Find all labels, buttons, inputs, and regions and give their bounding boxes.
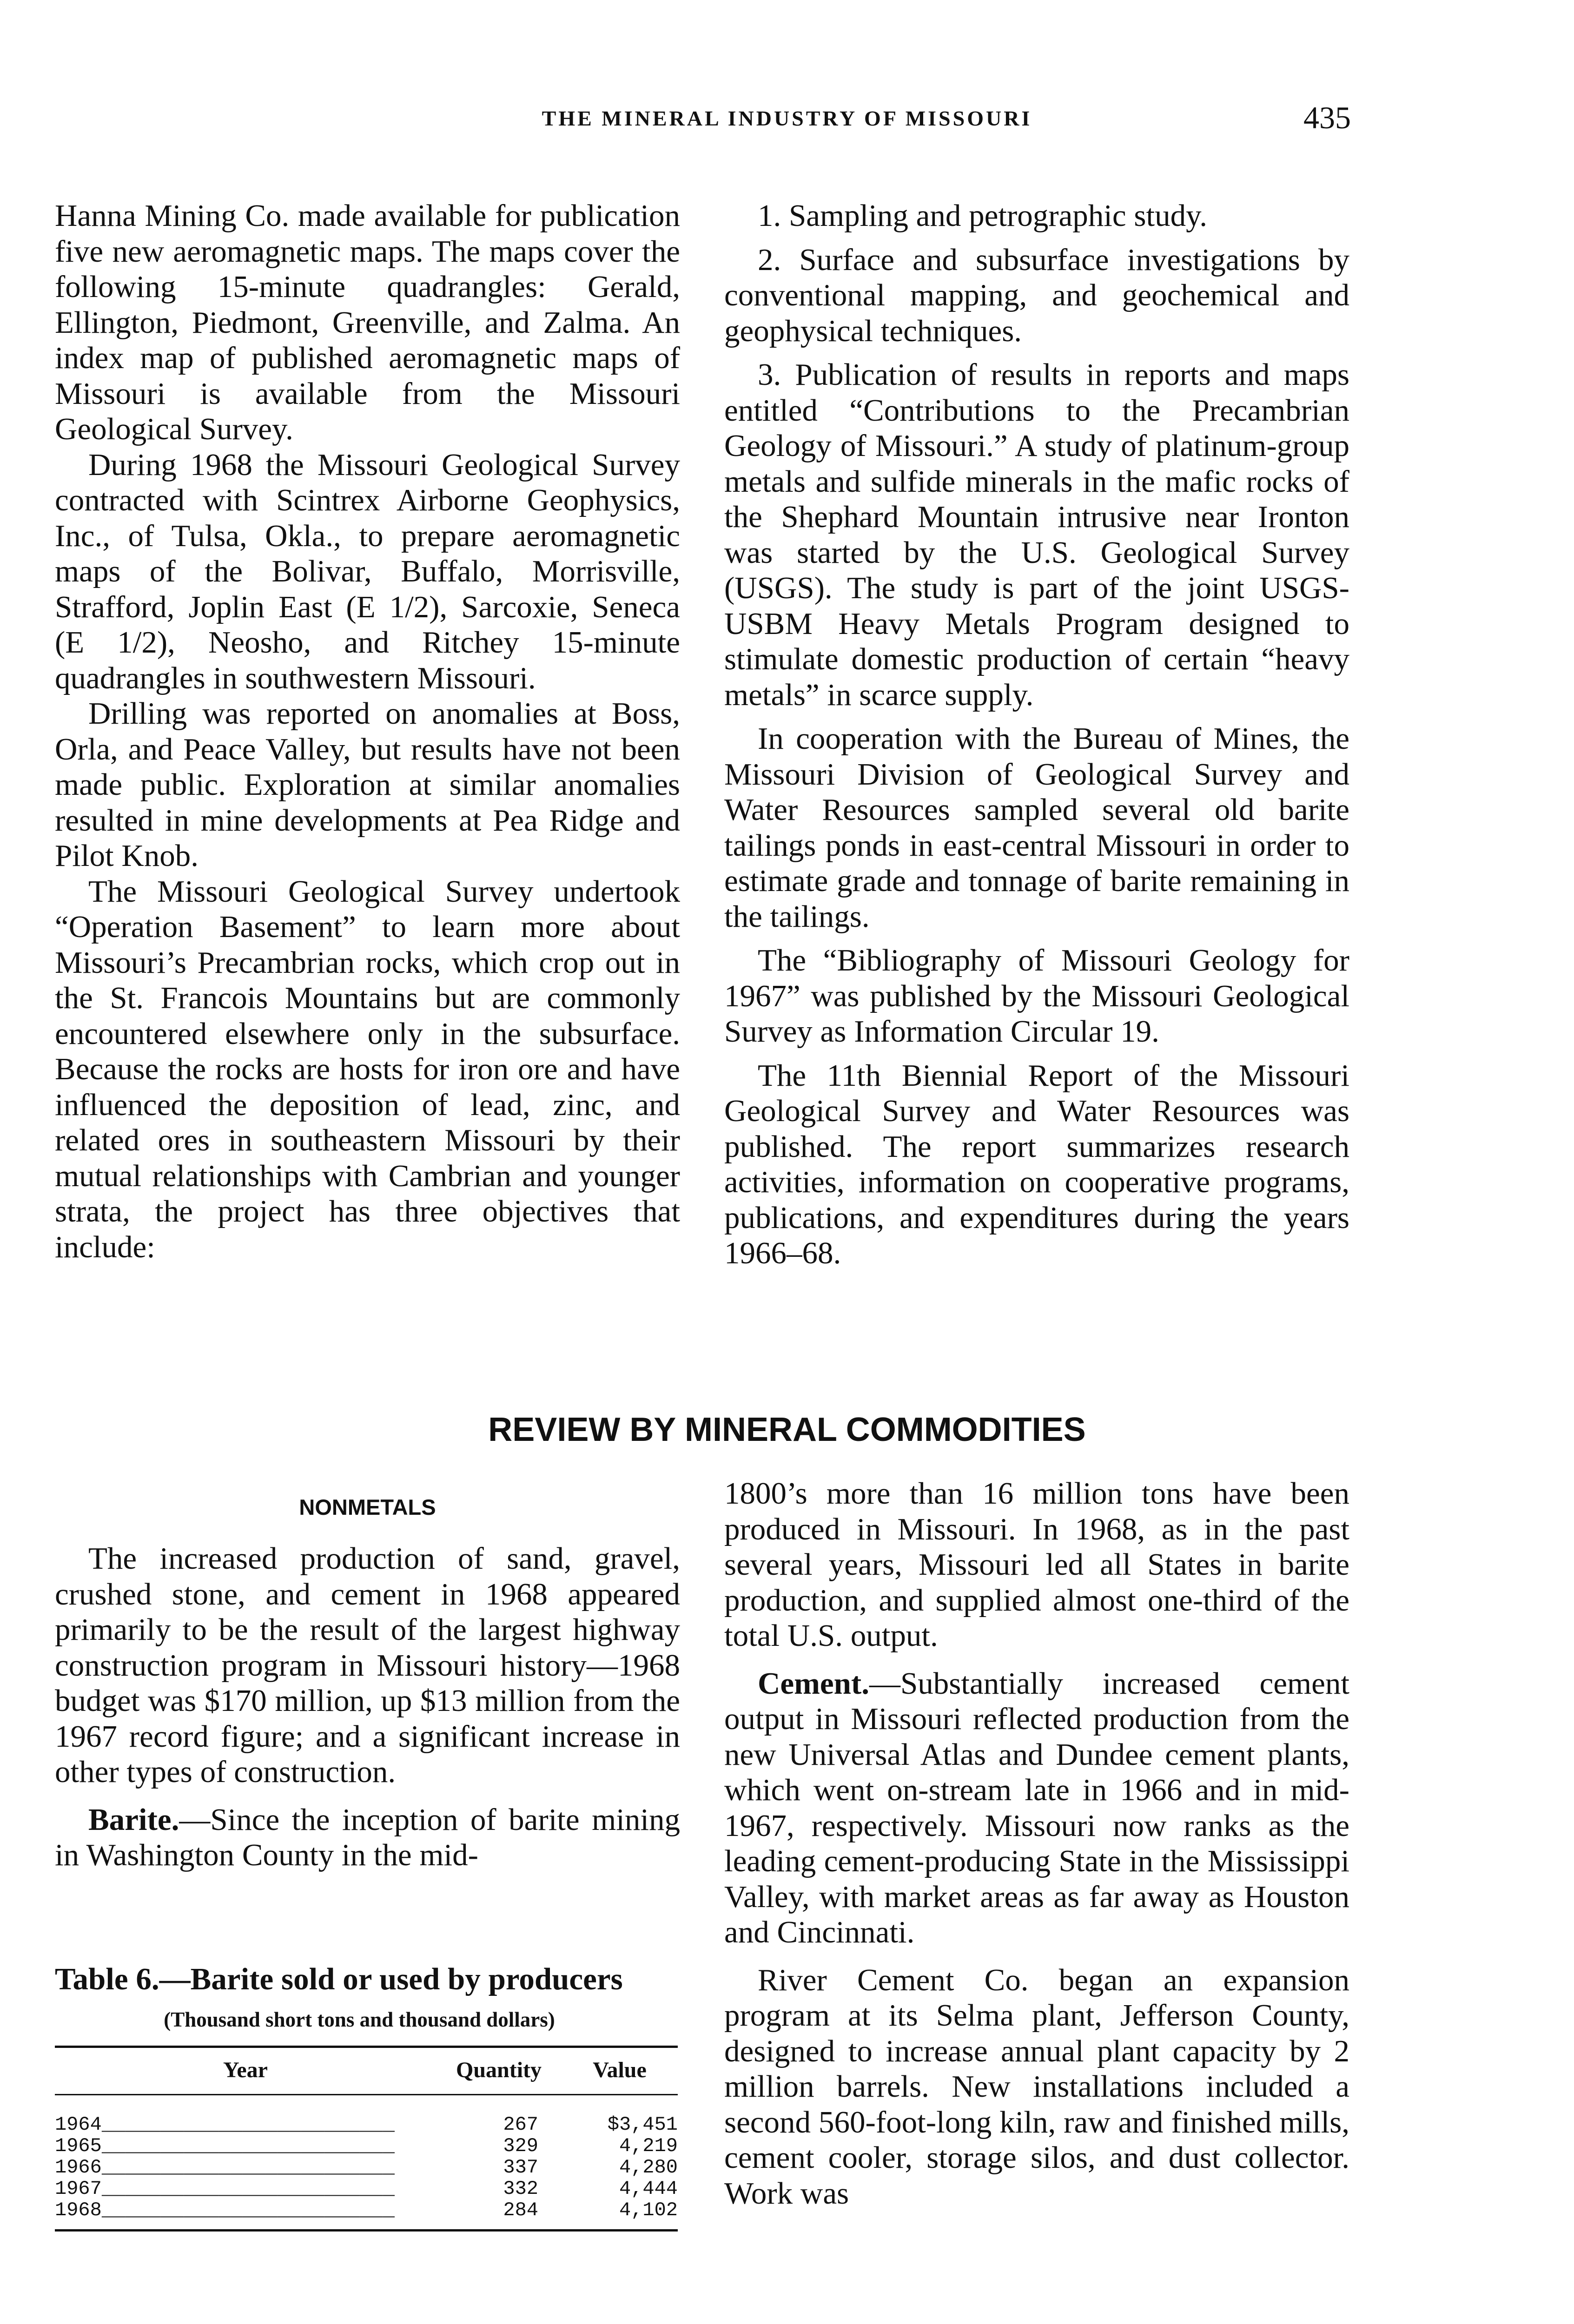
cell-year: 1967_________________________	[55, 2178, 395, 2199]
column-header-value: Value	[593, 2058, 647, 2082]
cell-quantity: 267	[503, 2113, 538, 2136]
paragraph: The increased production of sand, gravel, crushed stone, and cement in 1968 appeared primarily to be the result of the largest highway construction program in Missouri history—1968 budget was $170 million, up $13 million from the 1967 record figure; and a significant increase in other types of construction.	[55, 1541, 680, 1789]
cell-quantity: 332	[503, 2178, 538, 2200]
cement-paragraph	[724, 1666, 1349, 1950]
barite-paragraph	[55, 1802, 680, 1873]
cell-year: 1965_________________________	[55, 2135, 395, 2157]
bottom-left-column	[55, 1541, 680, 1885]
paragraph: Drilling was reported on anomalies at Boss, Orla, and Peace Valley, but results have not been made public. Exploration at similar anomalies resulted in mine developments at Pea Ridge and Pilot Knob.	[55, 696, 680, 873]
paragraph: 1800’s more than 16 million tons have been produced in Missouri. In 1968, as in the past several years, Missouri led all States in barite production, and supplied almost one-third of the total U.S. output.	[724, 1476, 1349, 1653]
section-heading: REVIEW BY MINERAL COMMODITIES	[488, 1411, 1086, 1448]
list-item: 3. Publication of results in reports and maps entitled “Contributions to the Precambrian Geology of Missouri.” A study of platinum-group metals and sulfide minerals in the mafic rocks of the Shephard Mountain intrusive near Ironton was started by the U.S. Geological Survey (USGS). The study is part of the joint USGS-USBM Heavy Metals Program designed to stimulate domestic production of certain “heavy metals” in scarce supply.	[724, 357, 1349, 712]
table-header-row	[55, 2048, 678, 2095]
table-row	[55, 2135, 678, 2157]
cell-quantity: 329	[503, 2135, 538, 2157]
cell-year: 1966_________________________	[55, 2157, 395, 2178]
subheading-nonmetals: NONMETALS	[299, 1495, 436, 1519]
paragraph: River Cement Co. began an expansion program at its Selma plant, Jefferson County, designed to increase annual plant capacity by 2 million barrels. New installations included a second 560-foot-long kiln, raw and finished mills, cement cooler, storage silos, and dust collector. Work was	[724, 1962, 1349, 2211]
paragraph: The Missouri Geological Survey undertook “Operation Basement” to learn more about Missouri’s Precambrian rocks, which crop out in the St. Francois Mountains but are commonly encountered elsewhere only in the subsurface. Because the rocks are hosts for iron ore and have influenced the deposition of lead, zinc, and related ores in southeastern Missouri by their mutual relationships with Cambrian and younger strata, the project has three objectives that include:	[55, 874, 680, 1264]
running-head	[0, 100, 1574, 143]
cell-value: $3,451	[607, 2113, 678, 2136]
top-right-column	[724, 198, 1349, 1280]
list-item: 1. Sampling and petrographic study.	[758, 198, 1207, 233]
table-body	[55, 2095, 678, 2229]
table-units: (Thousand short tons and thousand dollars)	[164, 2008, 555, 2031]
barite-run-in-heading: Barite.	[88, 1802, 179, 1837]
table-row	[55, 2199, 678, 2221]
cell-value: 4,280	[619, 2156, 678, 2179]
cell-value: 4,102	[619, 2199, 678, 2221]
cell-quantity: 284	[503, 2199, 538, 2221]
paragraph: In cooperation with the Bureau of Mines, the Missouri Division of Geological Survey and Water Resources sampled several old barite tailings ponds in east-central Missouri in order to estimate grade and tonnage of barite remaining in the tailings.	[724, 721, 1349, 934]
table-row	[55, 2157, 678, 2178]
list-item: 2. Surface and subsurface investigations by conventional mapping, and geochemical and geophysical techniques.	[724, 242, 1349, 348]
cell-value: 4,444	[619, 2178, 678, 2200]
table-row	[55, 2178, 678, 2199]
paragraph: During 1968 the Missouri Geological Survey contracted with Scintrex Airborne Geophysics, Inc., of Tulsa, Okla., to prepare aeromagnetic maps of the Bolivar, Buffalo, Morrisville, Strafford, Joplin East (E 1/2), Sarcoxie, Seneca (E 1/2), Neosho, and Ritchey 15-minute quadrangles in southwestern Missouri.	[55, 447, 680, 695]
column-header-year: Year	[223, 2058, 268, 2082]
paragraph: The “Bibliography of Missouri Geology for 1967” was published by the Missouri Geological Survey as Information Circular 19.	[724, 943, 1349, 1049]
cell-year: 1968_________________________	[55, 2199, 395, 2221]
top-left-column	[55, 198, 680, 1265]
table-row	[55, 2114, 678, 2135]
page-number: 435	[1303, 100, 1351, 135]
barite-table	[55, 1961, 680, 2232]
column-header-quantity: Quantity	[456, 2058, 542, 2082]
barite-text: —Since the inception of barite mining in Washington County in the mid-	[55, 1802, 680, 1872]
paragraph: Hanna Mining Co. made available for publication five new aeromagnetic maps. The maps cover the following 15-minute quadrangles: Gerald, Ellington, Piedmont, Greenville, and Zalma. An index map of published aeromagnetic maps of Missouri is available from the Missouri Geological Survey.	[55, 198, 680, 446]
table-grid	[55, 2046, 678, 2232]
running-title: THE MINERAL INDUSTRY OF MISSOURI	[542, 106, 1032, 130]
table-title: Table 6.—Barite sold or used by producers	[55, 1962, 623, 1996]
cell-quantity: 337	[503, 2156, 538, 2179]
cell-year: 1964_________________________	[55, 2114, 395, 2135]
cement-text: —Substantially increased cement output in Missouri reflected production from the new Universal Atlas and Dundee cement plants, which went on-stream late in 1966 and in mid-1967, respectively. Missouri now ranks as the leading cement-producing State in the Mississippi Valley, with market areas as far away as Houston and Cincinnati.	[724, 1666, 1349, 1949]
cell-value: 4,219	[619, 2135, 678, 2157]
cement-run-in-heading: Cement.	[758, 1666, 869, 1701]
bottom-right-column	[724, 1476, 1349, 2223]
paragraph: The 11th Biennial Report of the Missouri Geological Survey and Water Resources was published. The report summarizes research activities, information on cooperative programs, publications, and expenditures during the years 1966–68.	[724, 1058, 1349, 1270]
